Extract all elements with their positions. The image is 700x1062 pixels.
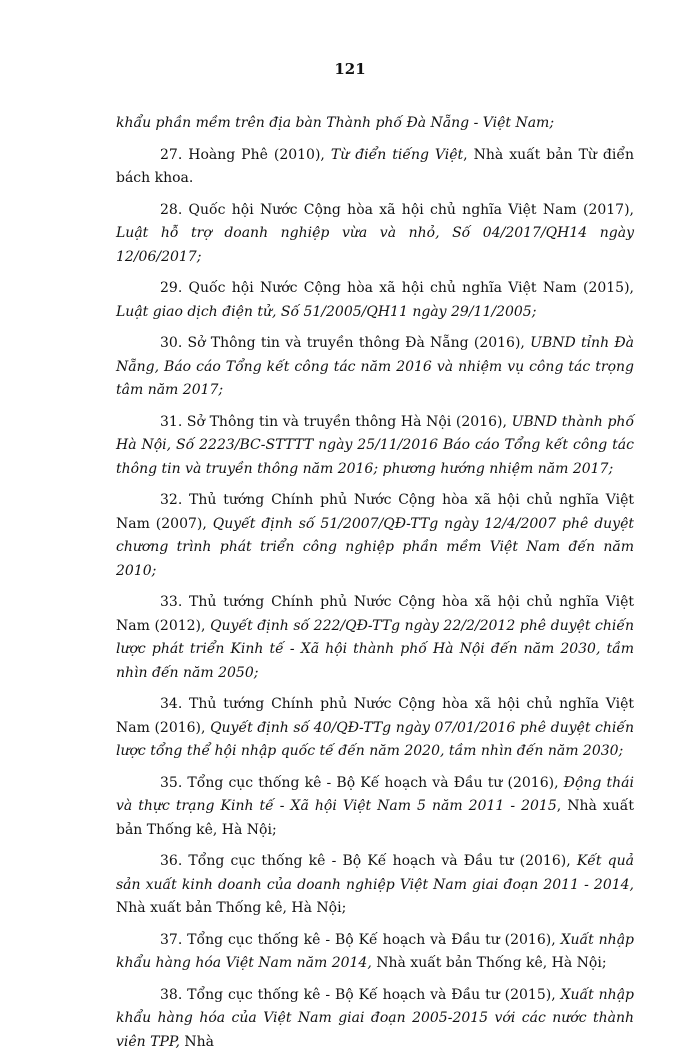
reference-item: 27. Hoàng Phê (2010), Từ điển tiếng Việt, Nhà xuất bản Từ điển bách khoa. xyxy=(116,146,634,186)
reference-item: 34. Thủ tướng Chính phủ Nước Cộng hòa xã hội chủ nghĩa Việt Nam (2016), Quyết định số 40/QĐ-TTg ngày 07/01/2016 phê duyệt chiến lược tổng thể hội nhập quốc tế đến năm 2020, tầm nhìn đến năm 2030; xyxy=(116,696,635,759)
reference-item: 28. Quốc hội Nước Cộng hòa xã hội chủ nghĩa Việt Nam (2017), Luật hỗ trợ doanh nghiệp vừa và nhỏ, Số 04/2017/QH14 ngày 12/06/2017; xyxy=(116,201,634,265)
reference-item: 35. Tổng cục thống kê - Bộ Kế hoạch và Đầu tư (2016), Động thái và thực trạng Kinh tế - Xã hội Việt Nam 5 năm 2011 - 2015, Nhà xuất bản Thống kê, Hà Nội; xyxy=(116,774,634,838)
reference-item: 32. Thủ tướng Chính phủ Nước Cộng hòa xã hội chủ nghĩa Việt Nam (2007), Quyết định số 51/2007/QĐ-TTg ngày 12/4/2007 phê duyệt chương trình phát triển công nghiệp phần mềm Việt Nam đến năm 2010; xyxy=(116,492,634,579)
reference-continuation: khẩu phần mềm trên địa bàn Thành phố Đà Nẵng - Việt Nam; xyxy=(116,115,555,131)
reference-item: 31. Sở Thông tin và truyền thông Hà Nội (2016), UBND thành phố Hà Nội, Số 2223/BC-STTTT ngày 25/11/2016 Báo cáo Tổng kết công tác thông tin và truyền thông năm 2016; phương hướng nhiệm năm 2017; xyxy=(116,413,635,477)
page-number: 121 xyxy=(334,60,366,78)
reference-item: 33. Thủ tướng Chính phủ Nước Cộng hòa xã hội chủ nghĩa Việt Nam (2012), Quyết định số 222/QĐ-TTg ngày 22/2/2012 phê duyệt chiến lược phát triển Kinh tế - Xã hội thành phố Hà Nội đến năm 2030, tầm nhìn đến năm 2050; xyxy=(116,594,635,681)
reference-item: 38. Tổng cục thống kê - Bộ Kế hoạch và Đầu tư (2015), Xuất nhập khẩu hàng hóa của Việt Nam giai đoạn 2005-2015 với các nước thành viên TPP, Nhà xyxy=(116,986,634,1050)
reference-item: 37. Tổng cục thống kê - Bộ Kế hoạch và Đầu tư (2016), Xuất nhập khẩu hàng hóa Việt Nam năm 2014, Nhà xuất bản Thống kê, Hà Nội; xyxy=(116,931,634,971)
reference-item: 30. Sở Thông tin và truyền thông Đà Nẵng (2016), UBND tỉnh Đà Nẵng, Báo cáo Tổng kết công tác năm 2016 và nhiệm vụ công tác trọng tâm năm 2017; xyxy=(116,335,634,398)
reference-item: 29. Quốc hội Nước Cộng hòa xã hội chủ nghĩa Việt Nam (2015), Luật giao dịch điện tử, Số 51/2005/QH11 ngày 29/11/2005; xyxy=(116,280,634,320)
reference-item: 36. Tổng cục thống kê - Bộ Kế hoạch và Đầu tư (2016), Kết quả sản xuất kinh doanh của doanh nghiệp Việt Nam giai đoạn 2011 - 2014, Nhà xuất bản Thống kê, Hà Nội; xyxy=(116,853,634,916)
reference-list xyxy=(116,112,634,1062)
